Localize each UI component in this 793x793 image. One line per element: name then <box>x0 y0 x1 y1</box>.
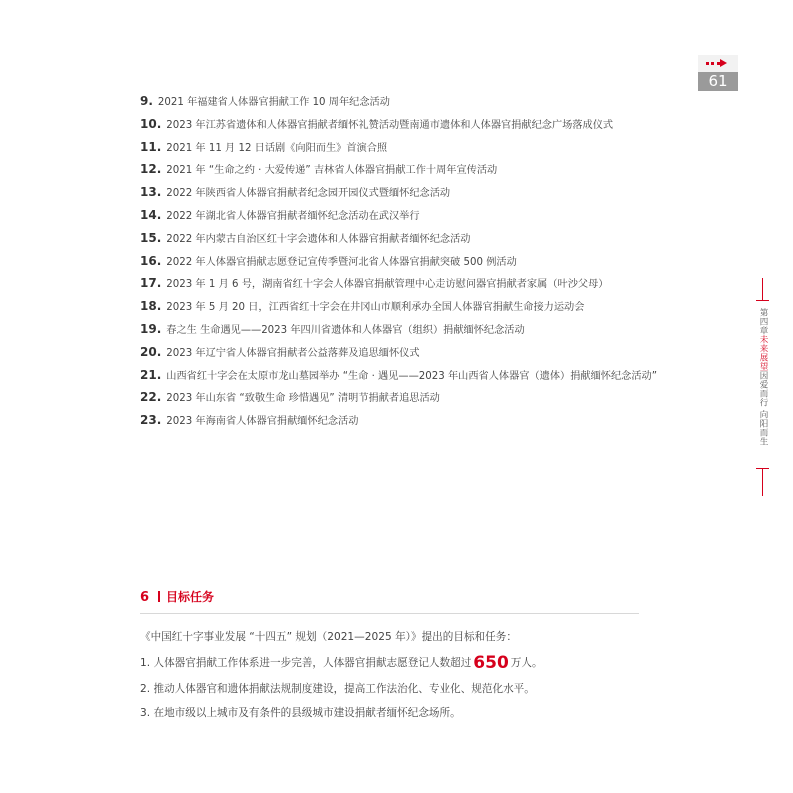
list-item-text: 2023 年海南省人体器官捐献缅怀纪念活动 <box>166 416 359 428</box>
list-item <box>140 367 657 390</box>
list-item-text: 2023 年 5 月 20 日，江西省红十字会在井冈山市顺利承办全国人体器官捐献生命接力运动会 <box>166 302 585 314</box>
section-heading <box>140 586 214 606</box>
list-item <box>140 116 657 139</box>
goal-item-1 <box>140 655 543 671</box>
page-number-badge <box>698 55 738 91</box>
divider <box>762 278 763 300</box>
list-item-text: 2021 年 “生命之约 · 大爱传递” 吉林省人体器官捐献工作十周年宣传活动 <box>166 165 498 177</box>
list-item-text: 2021 年 11 月 12 日话剧《向阳而生》首演合照 <box>166 142 388 154</box>
chapter-side-tab <box>752 278 772 496</box>
list-item <box>140 184 657 207</box>
list-item-number: 17. <box>140 276 162 291</box>
chapter-part: 未来展望 <box>758 335 768 371</box>
list-item <box>140 412 657 435</box>
list-item-number: 18. <box>140 299 162 314</box>
goal-highlight-number: 650 <box>473 653 509 673</box>
section-rule <box>140 613 639 614</box>
list-item-number: 19. <box>140 321 162 336</box>
list-item <box>140 230 657 253</box>
list-item <box>140 389 657 412</box>
list-item-text: 2023 年 1 月 6 号，湖南省红十字会人体器官捐献管理中心走访慰问器官捐献者家属（叶沙父母） <box>166 279 609 291</box>
goal-item-2: 2. 推动人体器官和遗体捐献法规制度建设，提高工作法治化、专业化、规范化水平。 <box>140 683 535 695</box>
chapter-label <box>756 308 769 446</box>
list-item-text: 山西省红十字会在太原市龙山墓园举办 “生命 · 遇见——2023 年山西省人体器官（遗体）捐献缅怀纪念活动” <box>166 370 657 382</box>
list-item-text: 2021 年福建省人体器官捐献工作 10 周年纪念活动 <box>157 97 390 108</box>
section-title: 目标任务 <box>166 590 215 604</box>
list-item-number: 20. <box>140 344 162 359</box>
list-item <box>140 344 657 367</box>
list-item <box>140 139 657 162</box>
list-item-number: 22. <box>140 390 162 405</box>
page-number: 61 <box>708 72 728 90</box>
list-item <box>140 298 657 321</box>
divider <box>158 591 160 602</box>
list-item-number: 16. <box>140 253 162 268</box>
list-item-number: 11. <box>140 139 162 154</box>
list-item <box>140 275 657 298</box>
list-item-text: 春之生 生命遇见——2023 年四川省遗体和人体器官（组织）捐献缅怀纪念活动 <box>166 324 525 336</box>
list-item <box>140 253 657 276</box>
list-item-number: 23. <box>140 413 162 428</box>
divider <box>762 469 763 496</box>
list-item-text: 2022 年人体器官捐献志愿登记宣传季暨河北省人体器官捐献突破 500 例活动 <box>166 256 517 268</box>
chapter-number: 第四章 <box>758 308 768 335</box>
photo-caption-list <box>140 93 657 435</box>
list-item-number: 14. <box>140 207 162 222</box>
list-item-number: 13. <box>140 185 162 200</box>
list-item-text: 2023 年江苏省遗体和人体器官捐献者缅怀礼赞活动暨南通市遗体和人体器官捐献纪念广场落成仪式 <box>166 119 614 131</box>
goal-item-1-unit: 万人。 <box>510 657 543 669</box>
list-item-number: 21. <box>140 367 162 382</box>
list-item <box>140 321 657 344</box>
list-item <box>140 93 657 116</box>
list-item-text: 2023 年山东省 “致敬生命 珍惜遇见” 清明节捐献者追思活动 <box>166 393 440 405</box>
list-item-number: 9. <box>140 94 153 108</box>
list-item-number: 10. <box>140 116 162 131</box>
list-item-number: 12. <box>140 162 162 177</box>
divider <box>756 300 769 301</box>
list-item <box>140 207 657 230</box>
section-intro: 《中国红十字事业发展 “十四五” 规划（2021—2025 年）》提出的目标和任务： <box>140 631 517 643</box>
list-item <box>140 161 657 184</box>
list-item-text: 2023 年辽宁省人体器官捐献者公益落葬及追思缅怀仪式 <box>166 347 420 359</box>
list-item-text: 2022 年湖北省人体器官捐献者缅怀纪念活动在武汉举行 <box>166 210 420 222</box>
list-item-number: 15. <box>140 230 162 245</box>
chapter-subtitle: 因爱而行 向阳而生 <box>758 371 768 447</box>
list-item-text: 2022 年陕西省人体器官捐献者纪念园开园仪式暨缅怀纪念活动 <box>166 188 451 200</box>
arrow-right-icon <box>698 55 738 72</box>
list-item-text: 2022 年内蒙古自治区红十字会遗体和人体器官捐献者缅怀纪念活动 <box>166 233 471 245</box>
goal-item-1-text: 1. 人体器官捐献工作体系进一步完善，人体器官捐献志愿登记人数超过 <box>140 657 472 669</box>
section-number: 6 <box>140 590 150 605</box>
goal-item-3: 3. 在地市级以上城市及有条件的县级城市建设捐献者缅怀纪念场所。 <box>140 707 461 719</box>
